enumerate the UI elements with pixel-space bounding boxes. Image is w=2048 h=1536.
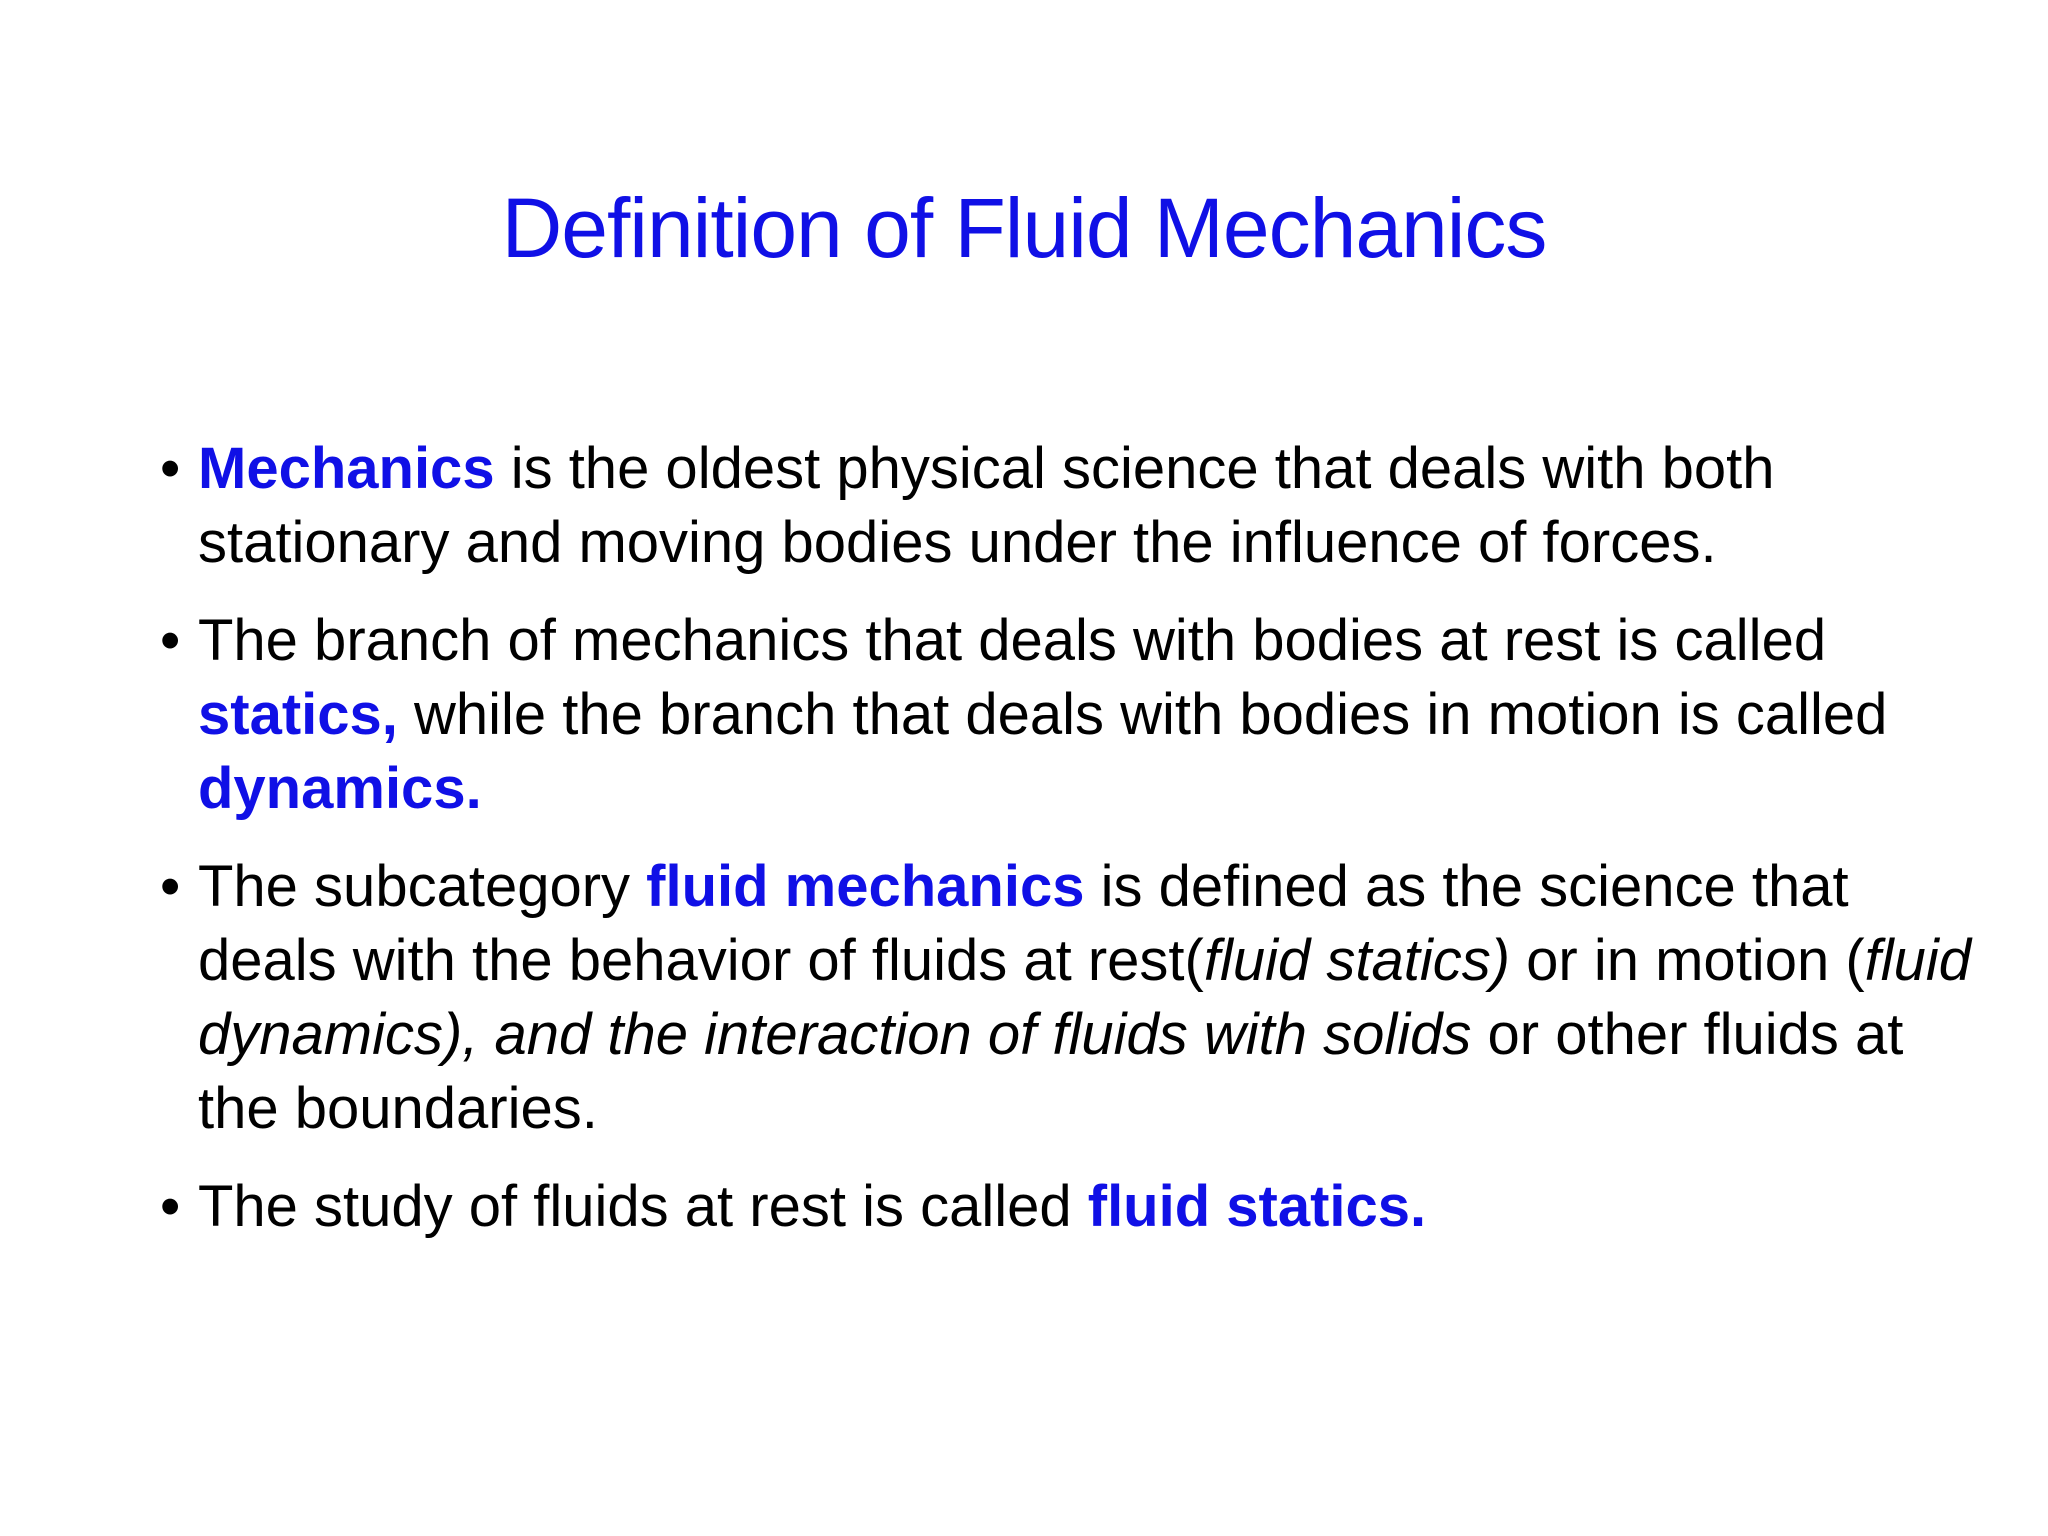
bullet-icon: • — [160, 1174, 181, 1239]
bullet-icon: • — [160, 608, 181, 673]
bullet-item — [160, 432, 2000, 580]
bullet-icon: • — [160, 854, 181, 919]
bullet-text-highlight: dynamics. — [198, 756, 482, 821]
bullet-text: is the oldest physical science that deals with both stationary and moving bodies under the influence of forces. — [198, 436, 1775, 575]
bullet-text: The branch of mechanics that deals with bodies at rest is called — [198, 608, 1827, 673]
bullet-icon: • — [160, 436, 181, 501]
bullet-text: while the branch that deals with bodies in motion is called — [397, 682, 1888, 747]
bullet-text-highlight: statics, — [198, 682, 398, 747]
bullet-text: The study of fluids at rest is called — [198, 1174, 1088, 1239]
bullet-text: or other fluids at the boundaries. — [198, 1002, 1904, 1141]
bullet-text-highlight: fluid mechanics — [646, 854, 1085, 919]
bullet-text: is defined as the science that deals with the behavior of fluids at rest( — [198, 854, 1849, 993]
slide-title: Definition of Fluid Mechanics — [501, 181, 1547, 275]
bullet-text-italic: fluid dynamics), and the interaction of fluids with solids — [198, 928, 1972, 1067]
bullet-item — [160, 850, 2000, 1146]
bullet-text: The subcategory — [198, 854, 647, 919]
bullet-list — [160, 432, 2000, 1268]
bullet-text-italic: fluid statics) — [1203, 928, 1511, 993]
bullet-text: or in motion ( — [1510, 928, 1865, 993]
bullet-text-highlight: Mechanics — [198, 436, 495, 501]
bullet-item — [160, 1170, 2000, 1244]
bullet-text-highlight: fluid statics. — [1087, 1174, 1427, 1239]
bullet-item — [160, 604, 2000, 826]
